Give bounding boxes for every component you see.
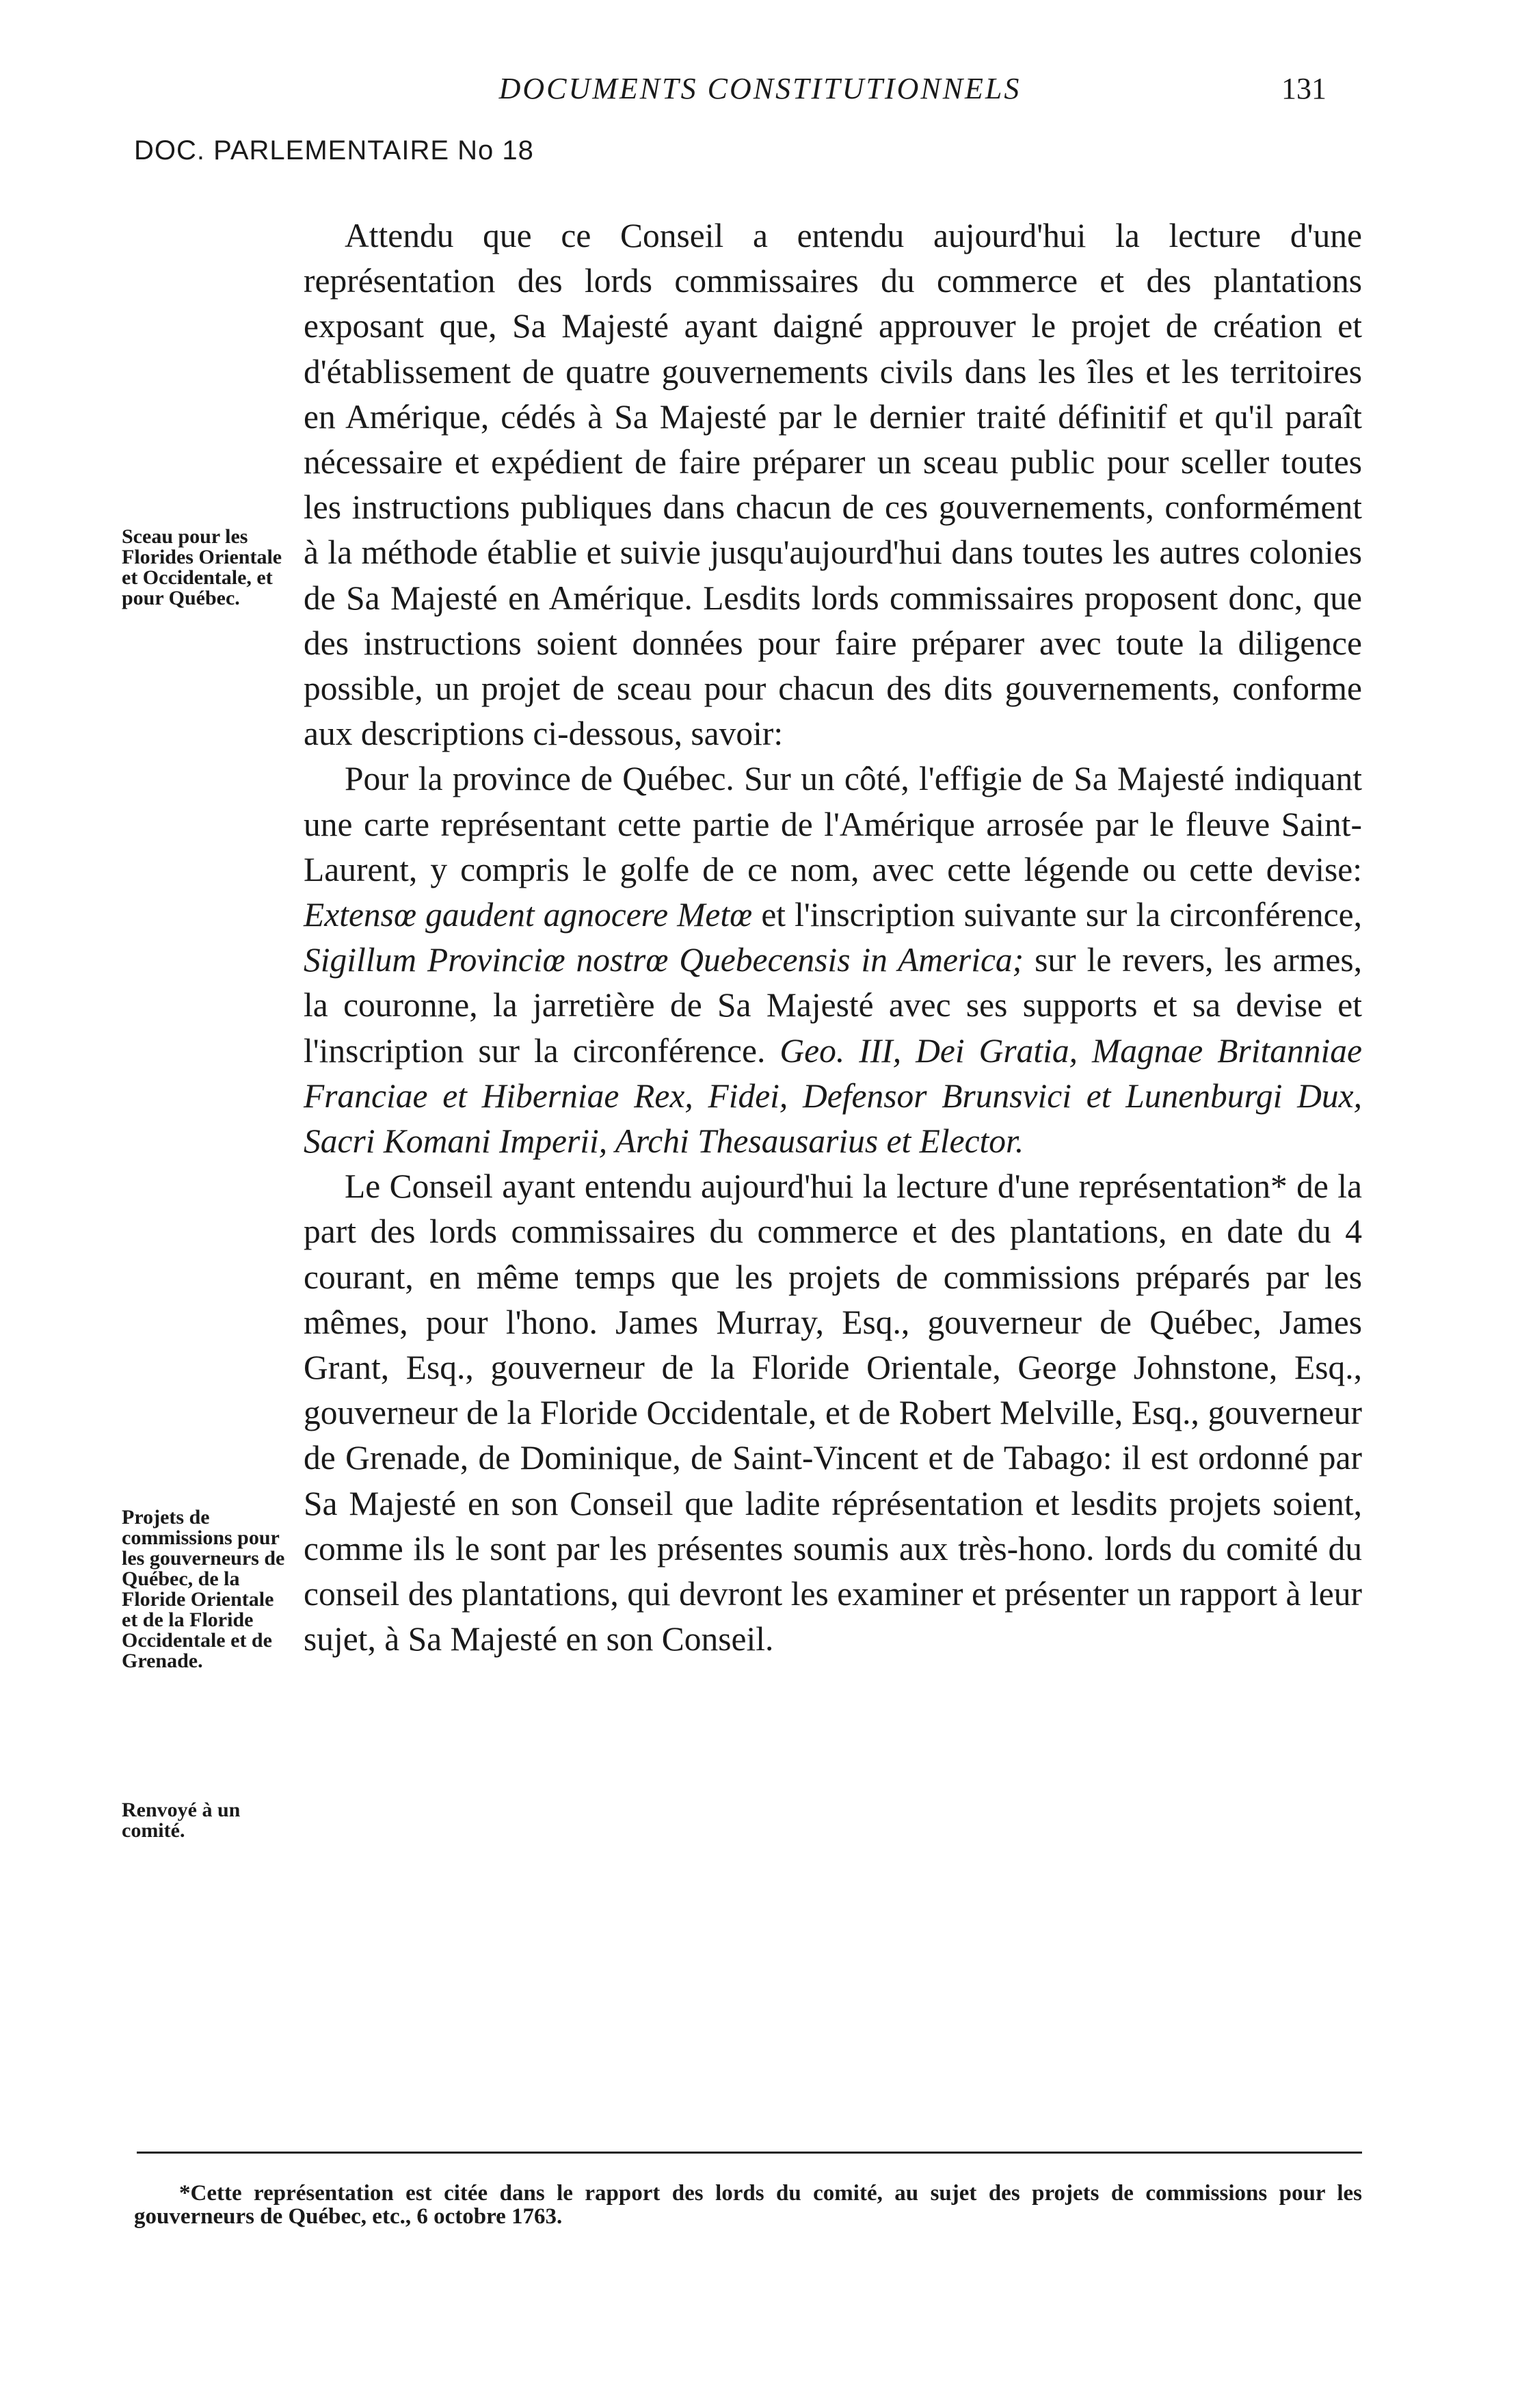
footnote: *Cette représentation est citée dans le rapport des lords du comité, au sujet des projets de commissions pour les gouverneurs de Québec, etc., 6 octobre 1763. <box>134 2181 1362 2229</box>
body-text <box>304 213 1362 1663</box>
paragraph-quebec-seal <box>304 756 1362 1164</box>
quebec-seal-text-1: Pour la province de Québec. Sur un côté, l'effigie de Sa Majesté indiquant une carte représentant cette partie de l'Amérique arrosée par le fleuve Saint-Laurent, y compris le golfe de ce nom, avec cette légende ou cette devise: <box>304 760 1362 888</box>
page-number: 131 <box>1281 72 1326 105</box>
footnote-rule <box>137 2152 1362 2154</box>
paragraph-seal-representation: Attendu que ce Conseil a entendu aujourd'hui la lecture d'une représentation des lords commissaires du commerce et des plantations exposant que, Sa Majesté ayant daigné approuver le projet de création et d'établissement de quatre gouvernements civils dans les îles et les territoires en Amérique, cédés à Sa Majesté par le dernier traité définitif et qu'il paraît nécessaire et expédient de faire préparer un sceau public pour sceller toutes les instructions publiques dans chacun de ces gouvernements, conformément à la méthode établie et suivie jusqu'aujourd'hui dans toutes les autres colonies de Sa Majesté en Amérique. Lesdits lords commissaires proposent donc, que des instructions soient données pour faire préparer avec toute la diligence possible, un projet de sceau pour chacun des dits gouvernements, conforme aux descriptions ci-dessous, savoir: <box>304 217 1362 753</box>
document-reference: DOC. PARLEMENTAIRE No 18 <box>134 135 534 166</box>
quebec-seal-inscription: Sigillum Provinciœ nostrœ Quebecensis in America; <box>304 941 1024 979</box>
margin-note-seal: Sceau pour les Florides Orientale et Occidentale, et pour Québec. <box>122 525 282 609</box>
margin-note-committee: Renvoyé à un comité. <box>122 1799 241 1842</box>
quebec-seal-text-2: et l'inscription suivante sur la circonférence, <box>752 896 1362 934</box>
quebec-seal-text-3: sur le revers, les armes, la couronne, la jarretière de Sa Majesté avec ses supports et sa devise et l'inscription sur la circonférence. <box>304 941 1362 1070</box>
running-title: DOCUMENTS CONSTITUTIONNELS <box>498 72 1022 105</box>
margin-note-commissions: Projets de commissions pour les gouverneurs de Québec, de la Floride Orientale et de la Floride Occidentale et de Grenade. <box>122 1506 285 1672</box>
quebec-seal-reverse-inscription: Geo. III, Dei Gratia, Magnae Britanniae Franciae et Hiberniae Rex, Fidei, Defensor Brunsvici et Lunenburgi Dux, Sacri Komani Imperii, Archi Thesausarius et Elector. <box>304 1031 1362 1161</box>
quebec-seal-motto: Extensœ gaudent agnocere Metœ <box>304 896 753 934</box>
paragraph-commissions: Le Conseil ayant entendu aujourd'hui la lecture d'une représentation* de la part des lords commissaires du commerce et des plantations, en date du 4 courant, en même temps que les projets de commissions préparés par les mêmes, pour l'hono. James Murray, Esq., gouverneur de Québec, James Grant, Esq., gouverneur de la Floride Orientale, George Johnstone, Esq., gouverneur de la Floride Occidentale, et de Robert Melville, Esq., gouverneur de Grenade, de Dominique, de Saint-Vincent et de Tabago: il est ordonné par Sa Majesté en son Conseil que ladite réprésentation et lesdits projets soient, comme ils le sont par les présentes soumis aux très-hono. lords du comité du conseil des plantations, qui devront les examiner et présenter un rapport à leur sujet, à Sa Majesté en son Conseil. <box>304 1167 1362 1658</box>
